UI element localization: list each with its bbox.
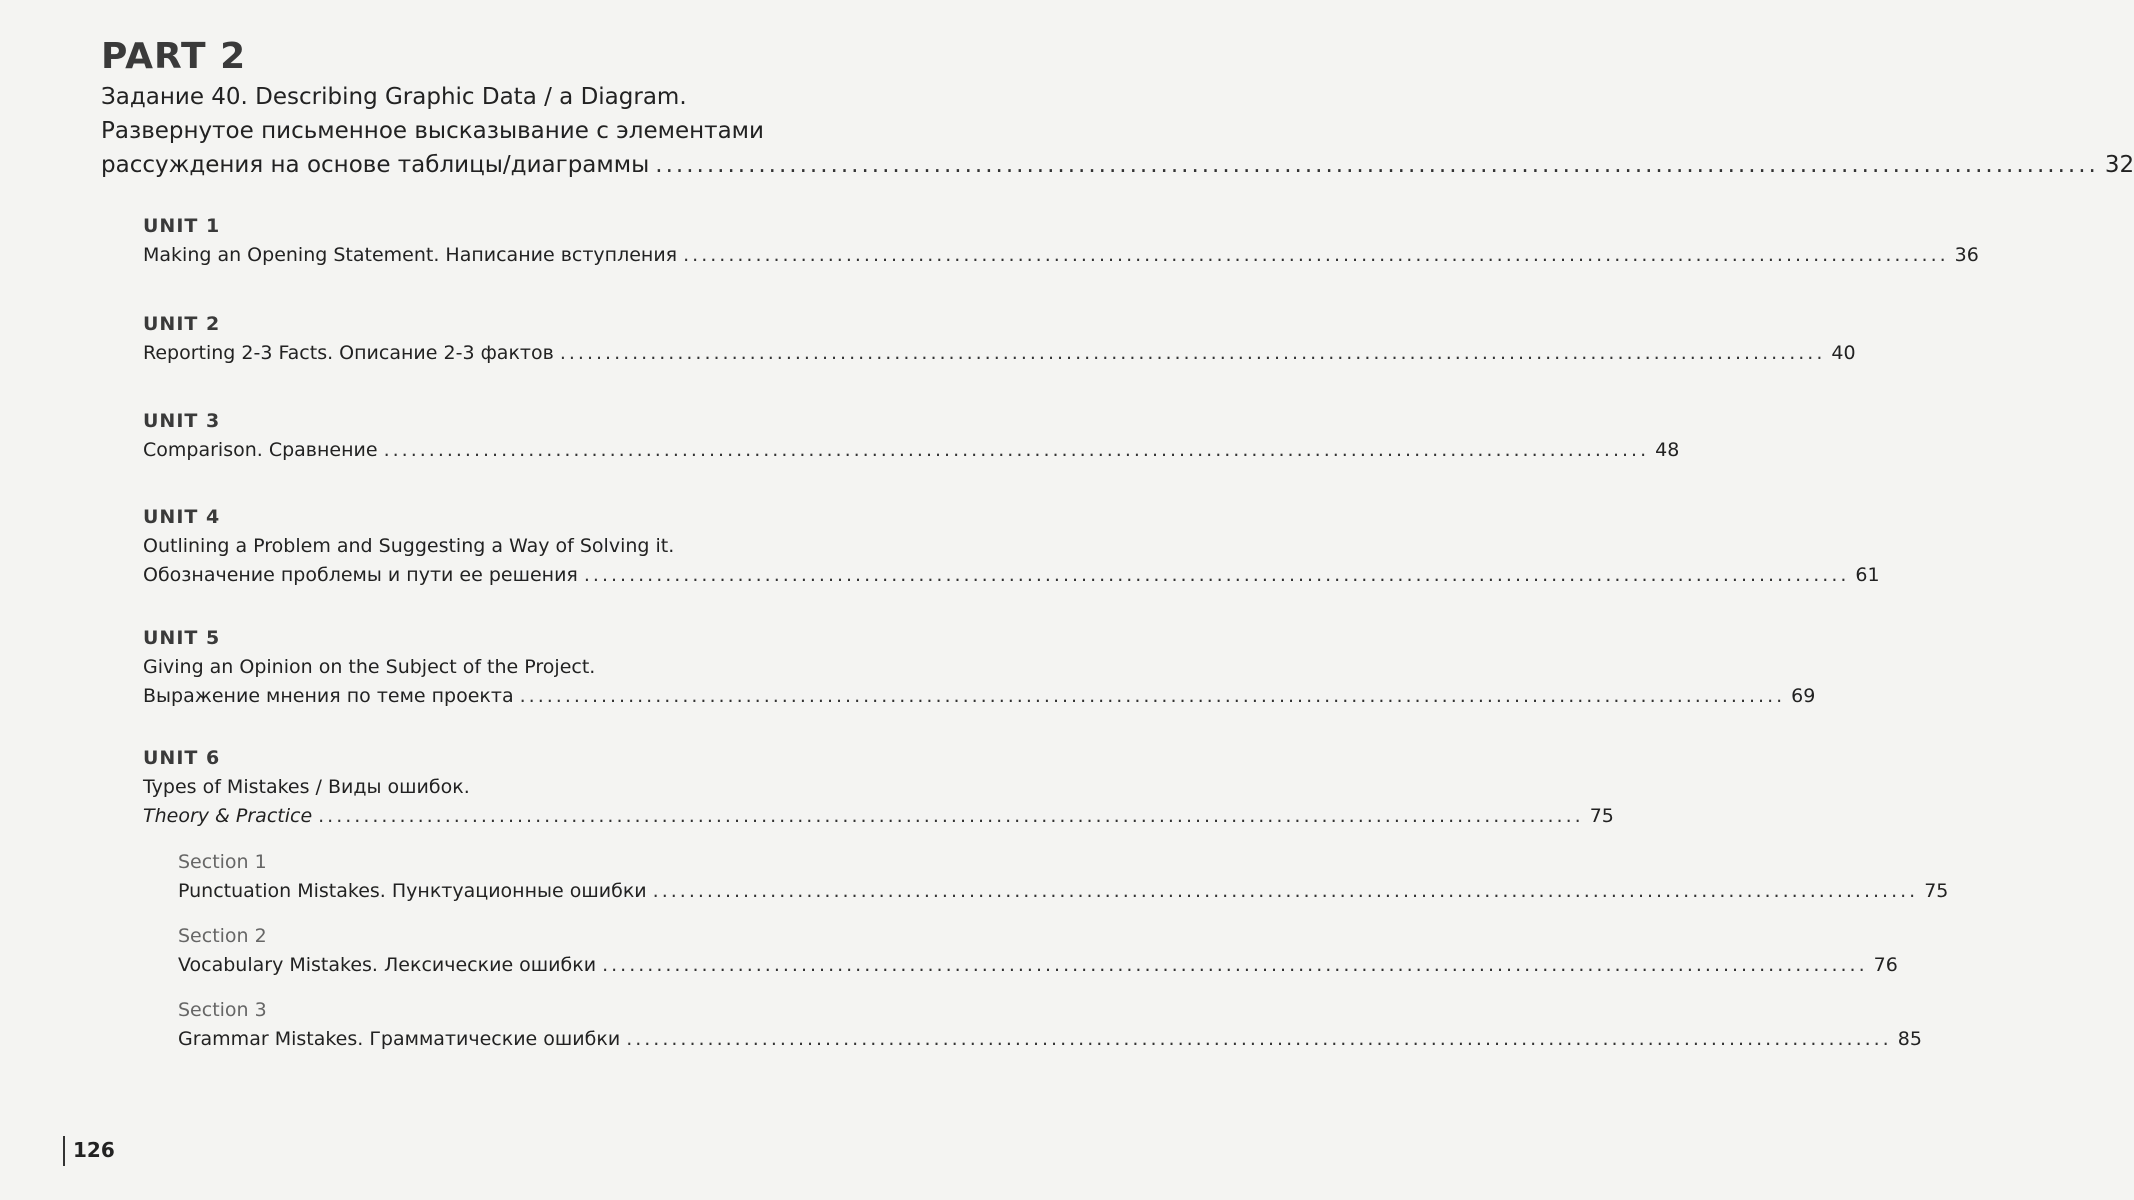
unit-title-continued: Выражение мнения по теме проекта bbox=[143, 685, 514, 707]
unit-title-line bbox=[143, 802, 1614, 831]
folio-rule bbox=[63, 1136, 65, 1166]
page-number: 76 bbox=[1873, 954, 1898, 976]
unit-label: UNIT 6 bbox=[143, 747, 221, 769]
unit-title: Comparison. Сравнение bbox=[143, 439, 378, 461]
page-number: 32 bbox=[2104, 152, 2134, 178]
leader-dots bbox=[584, 561, 1850, 590]
unit-3-entry bbox=[143, 407, 1680, 465]
intro-line-3: рассуждения на основе таблицы/диаграммы bbox=[101, 152, 650, 178]
unit-title: Making an Opening Statement. Написание вступления bbox=[143, 244, 678, 266]
unit-label: UNIT 1 bbox=[143, 215, 221, 237]
leader-dots bbox=[520, 682, 1786, 711]
leader-dots bbox=[655, 148, 2099, 182]
unit-title-line bbox=[143, 436, 1680, 465]
leader-dots bbox=[560, 339, 1826, 368]
page-number: 40 bbox=[1831, 342, 1856, 364]
leader-dots bbox=[318, 802, 1584, 831]
unit-title-line bbox=[143, 241, 1979, 270]
unit-title-line bbox=[143, 682, 1816, 711]
page-number: 75 bbox=[1589, 805, 1614, 827]
section-label: Section 2 bbox=[178, 925, 267, 947]
page-number: 85 bbox=[1897, 1028, 1922, 1050]
unit-5-entry bbox=[143, 624, 1816, 711]
section-title: Vocabulary Mistakes. Лексические ошибки bbox=[178, 954, 597, 976]
section-label: Section 1 bbox=[178, 851, 267, 873]
intro-line-1: Задание 40. Describing Graphic Data / a Diagram. bbox=[101, 84, 687, 110]
unit-label: UNIT 5 bbox=[143, 627, 221, 649]
leader-dots bbox=[683, 241, 1949, 270]
unit-label: UNIT 3 bbox=[143, 410, 221, 432]
unit-2-entry bbox=[143, 310, 1856, 368]
unit-6-entry bbox=[143, 744, 1614, 831]
section-title-line bbox=[178, 951, 1898, 980]
page-number: 61 bbox=[1855, 564, 1880, 586]
folio-page-number: 126 bbox=[73, 1138, 115, 1162]
unit-label: UNIT 4 bbox=[143, 506, 221, 528]
page-number: 36 bbox=[1954, 244, 1979, 266]
section-1-entry bbox=[178, 848, 1949, 906]
unit-label: UNIT 2 bbox=[143, 313, 221, 335]
page-number: 75 bbox=[1924, 880, 1949, 902]
part-title: PART 2 bbox=[101, 36, 247, 77]
unit-subtitle: Theory & Practice bbox=[143, 805, 313, 827]
intro-entry bbox=[101, 148, 2134, 182]
leader-dots bbox=[653, 877, 1919, 906]
leader-dots bbox=[602, 951, 1868, 980]
page-number: 69 bbox=[1791, 685, 1816, 707]
section-3-entry bbox=[178, 996, 1922, 1054]
unit-1-entry bbox=[143, 212, 1979, 270]
unit-title: Giving an Opinion on the Subject of the Project. bbox=[143, 656, 596, 678]
unit-4-entry bbox=[143, 503, 1880, 590]
section-title: Grammar Mistakes. Грамматические ошибки bbox=[178, 1028, 621, 1050]
unit-title-line bbox=[143, 339, 1856, 368]
leader-dots bbox=[384, 436, 1650, 465]
unit-title-continued: Обозначение проблемы и пути ее решения bbox=[143, 564, 578, 586]
section-title: Punctuation Mistakes. Пунктуационные ошибки bbox=[178, 880, 647, 902]
section-title-line bbox=[178, 877, 1949, 906]
part-intro bbox=[101, 80, 2134, 182]
unit-title-line bbox=[143, 561, 1880, 590]
leader-dots bbox=[626, 1025, 1892, 1054]
unit-title: Types of Mistakes / Виды ошибок. bbox=[143, 776, 470, 798]
section-title-line bbox=[178, 1025, 1922, 1054]
unit-title: Reporting 2-3 Facts. Описание 2-3 фактов bbox=[143, 342, 554, 364]
section-2-entry bbox=[178, 922, 1898, 980]
page-number: 48 bbox=[1655, 439, 1680, 461]
section-label: Section 3 bbox=[178, 999, 267, 1021]
unit-title: Outlining a Problem and Suggesting a Way of Solving it. bbox=[143, 535, 675, 557]
intro-line-2: Развернутое письменное высказывание с элементами bbox=[101, 118, 764, 144]
